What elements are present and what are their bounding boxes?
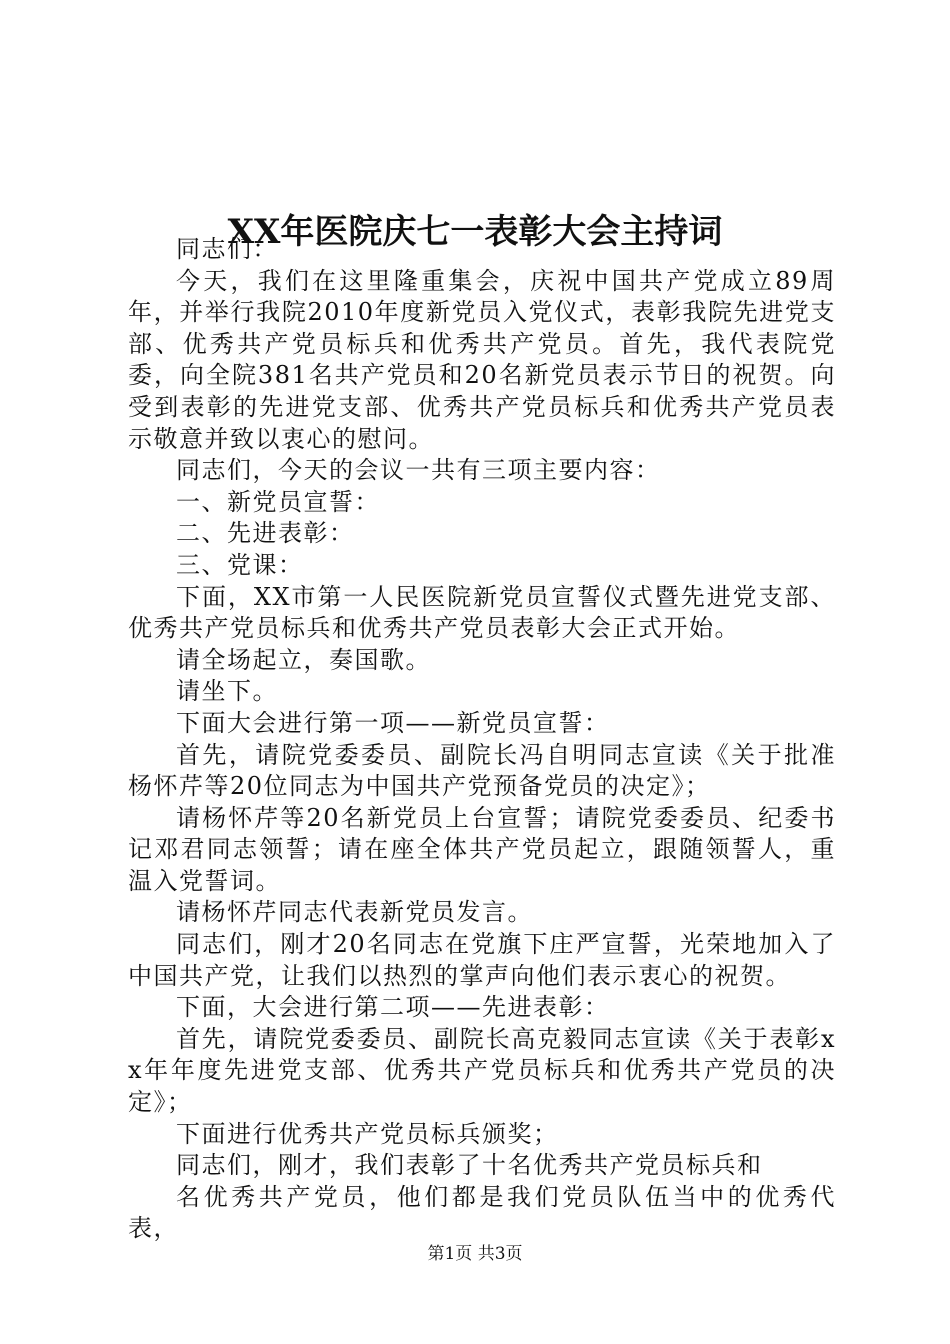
paragraph-be-seated: 请坐下。 bbox=[176, 677, 278, 706]
paragraph-agenda-item-2: 二、先进表彰： bbox=[176, 519, 355, 548]
paragraph-decision-reading: 首先，请院党委委员、副院长冯自明同志宣读《关于批准杨怀芹等20位同志为中国共产党预备党员的决定》； bbox=[128, 740, 836, 801]
paragraph-opening: 今天，我们在这里隆重集会，庆祝中国共产党成立89周年，并举行我院2010年度新党员入党仪式，表彰我院先进党支部、优秀共产党员标兵和优秀共产党员。首先，我代表院党委，向全院381名共产党员和20名新党员表示节日的祝贺。向受到表彰的先进党支部、优秀共产党员标兵和优秀共产党员表示敬意并致以衷心的慰问。 bbox=[128, 266, 836, 453]
paragraph-agenda-item-3: 三、党课： bbox=[176, 550, 304, 579]
paragraph-item-two: 下面，大会进行第二项——先进表彰： bbox=[176, 993, 610, 1022]
paragraph-national-anthem: 请全场起立，奏国歌。 bbox=[176, 645, 431, 674]
paragraph-meeting-start: 下面，XX市第一人民医院新党员宣誓仪式暨先进党支部、优秀共产党员标兵和优秀共产党员表彰大会正式开始。 bbox=[128, 582, 836, 643]
paragraph-item-one: 下面大会进行第一项——新党员宣誓： bbox=[176, 708, 610, 737]
paragraph-agenda-intro: 同志们，今天的会议一共有三项主要内容： bbox=[176, 456, 661, 485]
paragraph-summary-1: 同志们，刚才，我们表彰了十名优秀共产党员标兵和 bbox=[176, 1151, 763, 1180]
paragraph-summary-2: 名优秀共产党员，他们都是我们党员队伍当中的优秀代表， bbox=[128, 1182, 836, 1243]
document-body bbox=[128, 234, 836, 1245]
paragraph-congratulations: 同志们，刚才20名同志在党旗下庄严宣誓，光荣地加入了中国共产党，让我们以热烈的掌声向他们表示衷心的祝贺。 bbox=[128, 930, 836, 990]
paragraph-greeting: 同志们： bbox=[176, 235, 278, 263]
paragraph-award: 下面进行优秀共产党员标兵颁奖； bbox=[176, 1119, 559, 1148]
document-title: XX年医院庆七一表彰大会主持词 bbox=[227, 211, 723, 252]
paragraph-commendation-reading: 首先，请院党委委员、副院长高克毅同志宣读《关于表彰xx年年度先进党支部、优秀共产党员标兵和优秀共产党员的决定》； bbox=[128, 1024, 836, 1117]
paragraph-new-member-speech: 请杨怀芹同志代表新党员发言。 bbox=[176, 898, 533, 927]
page-footer: 第1页 共3页 bbox=[427, 1244, 523, 1264]
paragraph-agenda-item-1: 一、新党员宣誓： bbox=[176, 487, 380, 516]
paragraph-oath: 请杨怀芹等20名新党员上台宣誓；请院党委委员、纪委书记邓君同志领誓；请在座全体共产党员起立，跟随领誓人，重温入党誓词。 bbox=[128, 803, 836, 895]
